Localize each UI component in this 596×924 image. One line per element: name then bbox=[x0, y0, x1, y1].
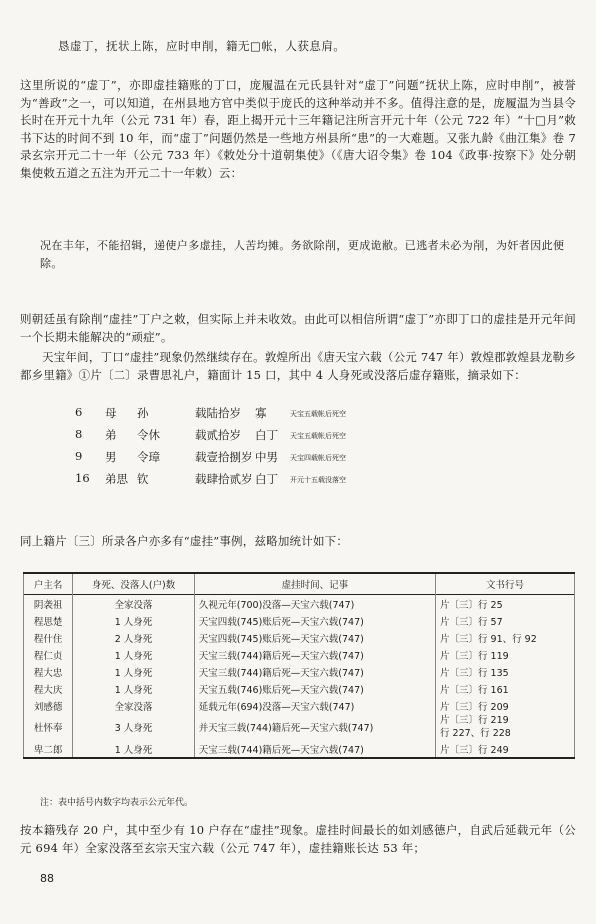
cell-count: 1 人身死 bbox=[73, 663, 194, 680]
page-number: 88 bbox=[40, 872, 54, 885]
cell-household: 阴袭祖 bbox=[24, 595, 73, 613]
cell-count: 1 人身死 bbox=[73, 680, 194, 697]
table-row bbox=[24, 697, 575, 714]
cell-line: 片〔三〕行 249 bbox=[436, 740, 575, 758]
col-header-line: 文书行号 bbox=[436, 573, 575, 595]
household-entry bbox=[75, 405, 535, 427]
cell-household: 杜怀奉 bbox=[24, 714, 73, 740]
entry-status: 寡 bbox=[255, 406, 267, 420]
entry-line-number: 16 bbox=[75, 471, 90, 485]
cell-line bbox=[436, 714, 575, 740]
entry-relation: 弟思 bbox=[105, 472, 128, 486]
entry-age: 载贰拾岁 bbox=[195, 428, 241, 442]
virtual-registration-table bbox=[23, 572, 575, 759]
cell-event: 天宝三载(744)籍后死—天宝六载(747) bbox=[194, 663, 435, 680]
household-excerpt bbox=[75, 405, 535, 493]
entry-annotation: 天宝四载帐后死空 bbox=[290, 454, 346, 462]
table-row bbox=[24, 612, 575, 629]
cell-line: 片〔三〕行 135 bbox=[436, 663, 575, 680]
cell-event: 天宝四载(745)账后死—天宝六载(747) bbox=[194, 629, 435, 646]
entry-status: 白丁 bbox=[255, 428, 278, 442]
table-row bbox=[24, 740, 575, 758]
col-header-household: 户主名 bbox=[24, 573, 73, 595]
table-header-row bbox=[24, 573, 575, 595]
cell-count: 2 人身死 bbox=[73, 629, 194, 646]
col-header-count: 身死、没落人(户)数 bbox=[73, 573, 194, 595]
cell-household: 程什住 bbox=[24, 629, 73, 646]
paragraph-4: 同上籍片〔三〕所录各户亦多有“虚挂”事例，兹略加统计如下： bbox=[20, 534, 349, 548]
cell-line: 片〔三〕行 91、行 92 bbox=[436, 629, 575, 646]
entry-name: 钦 bbox=[137, 472, 149, 486]
cell-count: 3 人身死 bbox=[73, 714, 194, 740]
entry-relation: 弟 bbox=[105, 428, 117, 442]
table-note: 注：表中括号内数字均表示公元年代。 bbox=[40, 798, 194, 808]
cell-event: 天宝五载(746)账后死—天宝六载(747) bbox=[194, 680, 435, 697]
cell-count: 1 人身死 bbox=[73, 740, 194, 758]
entry-line-number: 9 bbox=[75, 449, 83, 463]
household-entry bbox=[75, 471, 535, 493]
cell-event: 天宝三载(744)籍后死—天宝六载(747) bbox=[194, 740, 435, 758]
cell-count: 1 人身死 bbox=[73, 646, 194, 663]
paragraph-3: 天宝年间，丁口“虚挂”现象仍然继续存在。敦煌所出《唐天宝六载（公元 747 年）敦煌郡敦煌县龙勒乡都乡里籍》①片〔二〕录曹思礼户，籍面计 15 口，其中 4 人身死或没落后虚存籍账，摘录如下： bbox=[20, 350, 576, 382]
cell-household: 程大忠 bbox=[24, 663, 73, 680]
cell-event: 天宝三载(744)籍后死—天宝六载(747) bbox=[194, 646, 435, 663]
household-entry bbox=[75, 427, 535, 449]
entry-age: 载陆拾岁 bbox=[195, 406, 241, 420]
cell-household: 卑二郎 bbox=[24, 740, 73, 758]
cell-line: 片〔三〕行 57 bbox=[436, 612, 575, 629]
cell-household: 程大庆 bbox=[24, 680, 73, 697]
cell-event: 延载元年(694)没落—天宝六载(747) bbox=[194, 697, 435, 714]
col-header-event: 虚挂时间、记事 bbox=[194, 573, 435, 595]
quote-block-1: 恳虚丁，抚状上陈，应时申削，籍无□帐，人获息肩。 bbox=[58, 39, 346, 53]
entry-age: 载肆拾贰岁 bbox=[195, 472, 253, 486]
cell-line: 片〔三〕行 119 bbox=[436, 646, 575, 663]
paragraph-1: 这里所说的“虚丁”，亦即虚挂籍账的丁口，庞履温在元氏县针对“虚丁”问题“抚状上陈，应时申削”，被誉为“善政”之一，可以知道，在州县地方官中类似于庞氏的这种举动并不多。值得注意的是，庞履温为当县令长时在开元十九年（公元 731 年）春，距上揭开元十三年籍记注所言开元十年（公元 722 年）“十□月”敕书下达的时间不到 10 年，而“虚丁”问题仍然是一些地方州县所“患”的一大难题。又张九龄《曲江集》卷 7 录玄宗开元二十一年（公元 733 年）《敕处分十道朝集使》（《唐大诏令集》卷 104《政事·按察下》处分朝集使敕五道之五注为开元二十一年敕）云： bbox=[20, 78, 576, 180]
cell-count: 全家没落 bbox=[73, 697, 194, 714]
entry-relation: 母 bbox=[105, 406, 117, 420]
table-row bbox=[24, 714, 575, 740]
entry-annotation: 开元十五载没落空 bbox=[290, 476, 346, 484]
table-row bbox=[24, 595, 575, 613]
entry-age: 载壹拾捌岁 bbox=[195, 450, 253, 464]
cell-household: 程思楚 bbox=[24, 612, 73, 629]
cell-event: 并天宝三载(744)籍后死—天宝六载(747) bbox=[194, 714, 435, 740]
entry-line-number: 6 bbox=[75, 405, 83, 419]
entry-status: 白丁 bbox=[255, 472, 278, 486]
entry-relation: 男 bbox=[105, 450, 117, 464]
cell-line: 片〔三〕行 25 bbox=[436, 595, 575, 613]
table-row bbox=[24, 663, 575, 680]
cell-count: 全家没落 bbox=[73, 595, 194, 613]
entry-name: 孙 bbox=[137, 406, 149, 420]
entry-name: 令璋 bbox=[137, 450, 160, 464]
cell-household: 刘感德 bbox=[24, 697, 73, 714]
entry-status: 中男 bbox=[255, 450, 278, 464]
paragraph-2: 则朝廷虽有除削“虚挂”丁户之敕，但实际上并未收效。由此可以相信所谓“虚丁”亦即丁口的虚挂是开元年间一个长期未能解决的“顽症”。 bbox=[20, 312, 576, 344]
cell-line: 片〔三〕行 161 bbox=[436, 680, 575, 697]
paragraph-5: 按本籍残存 20 户，其中至少有 10 户存在“虚挂”现象。虚挂时间最长的如刘感德户，自武后延载元年（公元 694 年）全家没落至玄宗天宝六载（公元 747 年），虚挂籍账长达 53 年； bbox=[20, 823, 576, 855]
table-row bbox=[24, 629, 575, 646]
table-row bbox=[24, 680, 575, 697]
household-entry bbox=[75, 449, 535, 471]
cell-event: 天宝四载(745)账后死—天宝六载(747) bbox=[194, 612, 435, 629]
entry-line-number: 8 bbox=[75, 427, 83, 441]
table-row bbox=[24, 646, 575, 663]
cell-line: 片〔三〕行 209 bbox=[436, 697, 575, 714]
cell-line-part-1: 片〔三〕行 219 bbox=[440, 715, 509, 726]
entry-annotation: 天宝五载帐后死空 bbox=[290, 410, 346, 418]
cell-household: 程仁贞 bbox=[24, 646, 73, 663]
cell-count: 1 人身死 bbox=[73, 612, 194, 629]
cell-line-part-2: 行 227、行 228 bbox=[440, 728, 511, 739]
cell-event: 久视元年(700)没落—天宝六载(747) bbox=[194, 595, 435, 613]
entry-name: 令休 bbox=[137, 428, 160, 442]
quote-block-2: 况在丰年，不能招辑，递使户多虚挂，人苦均摊。务欲除削，更成诡敝。已逃者未必为削，为奸者因此便除。 bbox=[40, 239, 565, 270]
entry-annotation: 天宝五载帐后死空 bbox=[290, 432, 346, 440]
